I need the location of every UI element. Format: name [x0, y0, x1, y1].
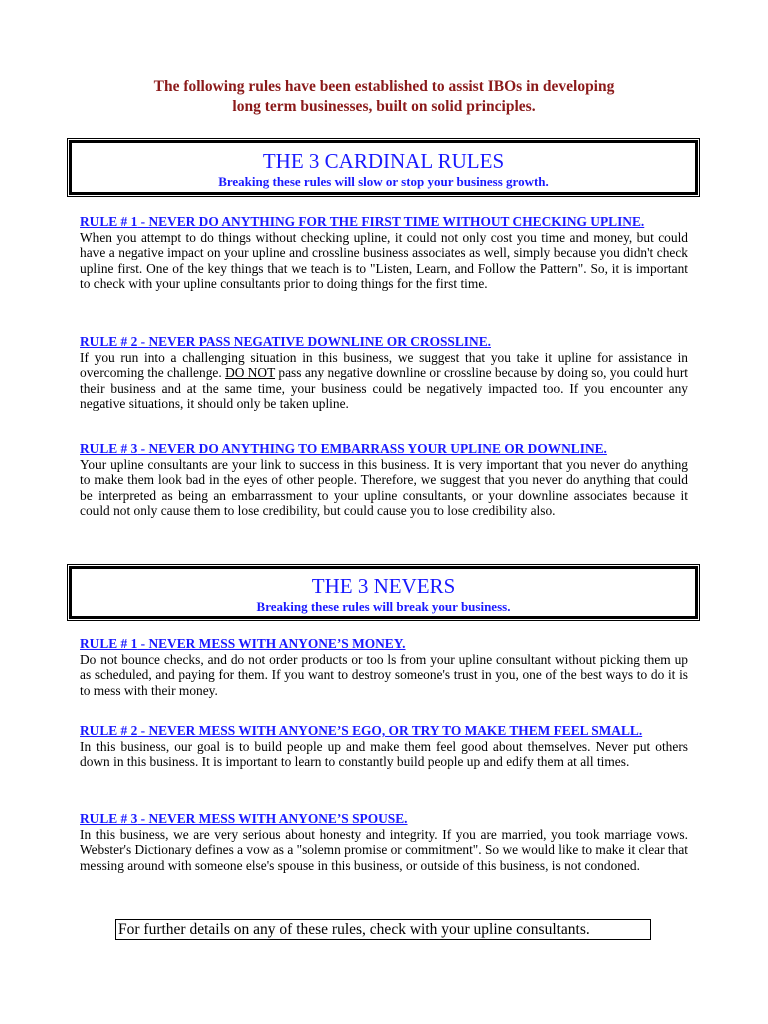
rule-title: NEVER MESS WITH ANYONE’S SPOUSE.	[148, 811, 408, 826]
rule-heading	[80, 214, 688, 230]
nevers-rule-3	[80, 811, 688, 873]
rule-body-emphasis: DO NOT	[225, 365, 276, 380]
cardinal-rules-box	[69, 140, 698, 195]
rule-separator: -	[137, 441, 149, 456]
rule-separator: -	[137, 723, 149, 738]
rule-heading	[80, 334, 688, 350]
rule-separator: -	[137, 214, 149, 229]
rule-number: RULE # 2	[80, 723, 138, 738]
cardinal-rule-1	[80, 214, 688, 292]
intro-text	[0, 77, 768, 117]
cardinal-rule-3	[80, 441, 688, 519]
rule-separator: -	[137, 334, 149, 349]
intro-line-2: long term businesses, built on solid principles.	[232, 98, 536, 115]
rule-number: RULE # 3	[80, 811, 138, 826]
rule-number: RULE # 2	[80, 334, 138, 349]
rule-title: NEVER MESS WITH ANYONE’S EGO, OR TRY TO MAKE THEM FEEL SMALL.	[148, 723, 643, 738]
nevers-subtitle: Breaking these rules will break your business.	[256, 599, 511, 614]
rule-number: RULE # 1	[80, 214, 138, 229]
rule-separator: -	[137, 636, 149, 651]
cardinal-rule-2	[80, 334, 688, 412]
nevers-rule-2	[80, 723, 688, 770]
rule-title: NEVER DO ANYTHING TO EMBARRASS YOUR UPLINE OR DOWNLINE.	[148, 441, 607, 456]
intro-line-1: The following rules have been established to assist IBOs in developing	[153, 78, 615, 95]
rule-body: Your upline consultants are your link to success in this business. It is very important that you never do anything to make them look bad in the eyes of other people. Therefore, we suggest that you never do anything that could be interpreted as being an embarrassment to your upline consultants, or your downline associates because it could not only cause them to lose credibility, but could cause you to lose credibility also.	[80, 456, 688, 518]
rule-number: RULE # 3	[80, 441, 138, 456]
cardinal-rules-subtitle: Breaking these rules will slow or stop your business growth.	[218, 174, 549, 189]
rule-body-part: If you run into a challenging situation in this business, we suggest that you take it upline for assistance in overcoming the challenge.	[80, 349, 688, 380]
rule-title: NEVER DO ANYTHING FOR THE FIRST TIME WITHOUT CHECKING UPLINE.	[148, 214, 645, 229]
rule-heading	[80, 441, 688, 457]
cardinal-rules-title: THE 3 CARDINAL RULES	[262, 149, 505, 173]
rule-heading	[80, 636, 688, 652]
rule-body: In this business, we are very serious about honesty and integrity. If you are married, you took marriage vows. Webster's Dictionary defines a vow as a "solemn promise or commitment". So we would like to make it clear that messing around with someone else's spouse in this business, or outside of this business, is not condoned.	[80, 826, 688, 873]
rule-body: When you attempt to do things without checking upline, it could not only cost you time and money, but could have a negative impact on your upline and crossline business associates as well, simply because you didn't check upline first. One of the key things that we teach is to "Listen, Learn, and Follow the Pattern". So, it is important to check with your upline consultants prior to doing things for the first time.	[80, 229, 688, 291]
rule-body	[80, 350, 688, 412]
nevers-title: THE 3 NEVERS	[311, 574, 456, 598]
rule-body: In this business, our goal is to build people up and make them feel good about themselves. Never put others down in this business. It is important to learn to constantly build people up and edify them at all times.	[80, 738, 688, 769]
footer-note: For further details on any of these rules, check with your upline consultants.	[115, 919, 651, 940]
rule-body: Do not bounce checks, and do not order products or too ls from your upline consultant without picking them up as scheduled, and paying for them. If you want to destroy someone's trust in you, one of the best ways to do it is to mess with their money.	[80, 651, 688, 698]
nevers-rule-1	[80, 636, 688, 698]
rule-body-part: pass any negative downline or crossline because by doing so, you could hurt their business and at the same time, your business could be negatively impacted too. If you encounter any negative situations, it should only be taken upline.	[80, 365, 689, 411]
rule-title: NEVER MESS WITH ANYONE’S MONEY.	[148, 636, 406, 651]
rule-separator: -	[137, 811, 149, 826]
rule-heading	[80, 811, 688, 827]
rule-heading	[80, 723, 688, 739]
rule-title: NEVER PASS NEGATIVE DOWNLINE OR CROSSLINE.	[148, 334, 491, 349]
rule-number: RULE # 1	[80, 636, 138, 651]
nevers-box	[69, 566, 698, 619]
